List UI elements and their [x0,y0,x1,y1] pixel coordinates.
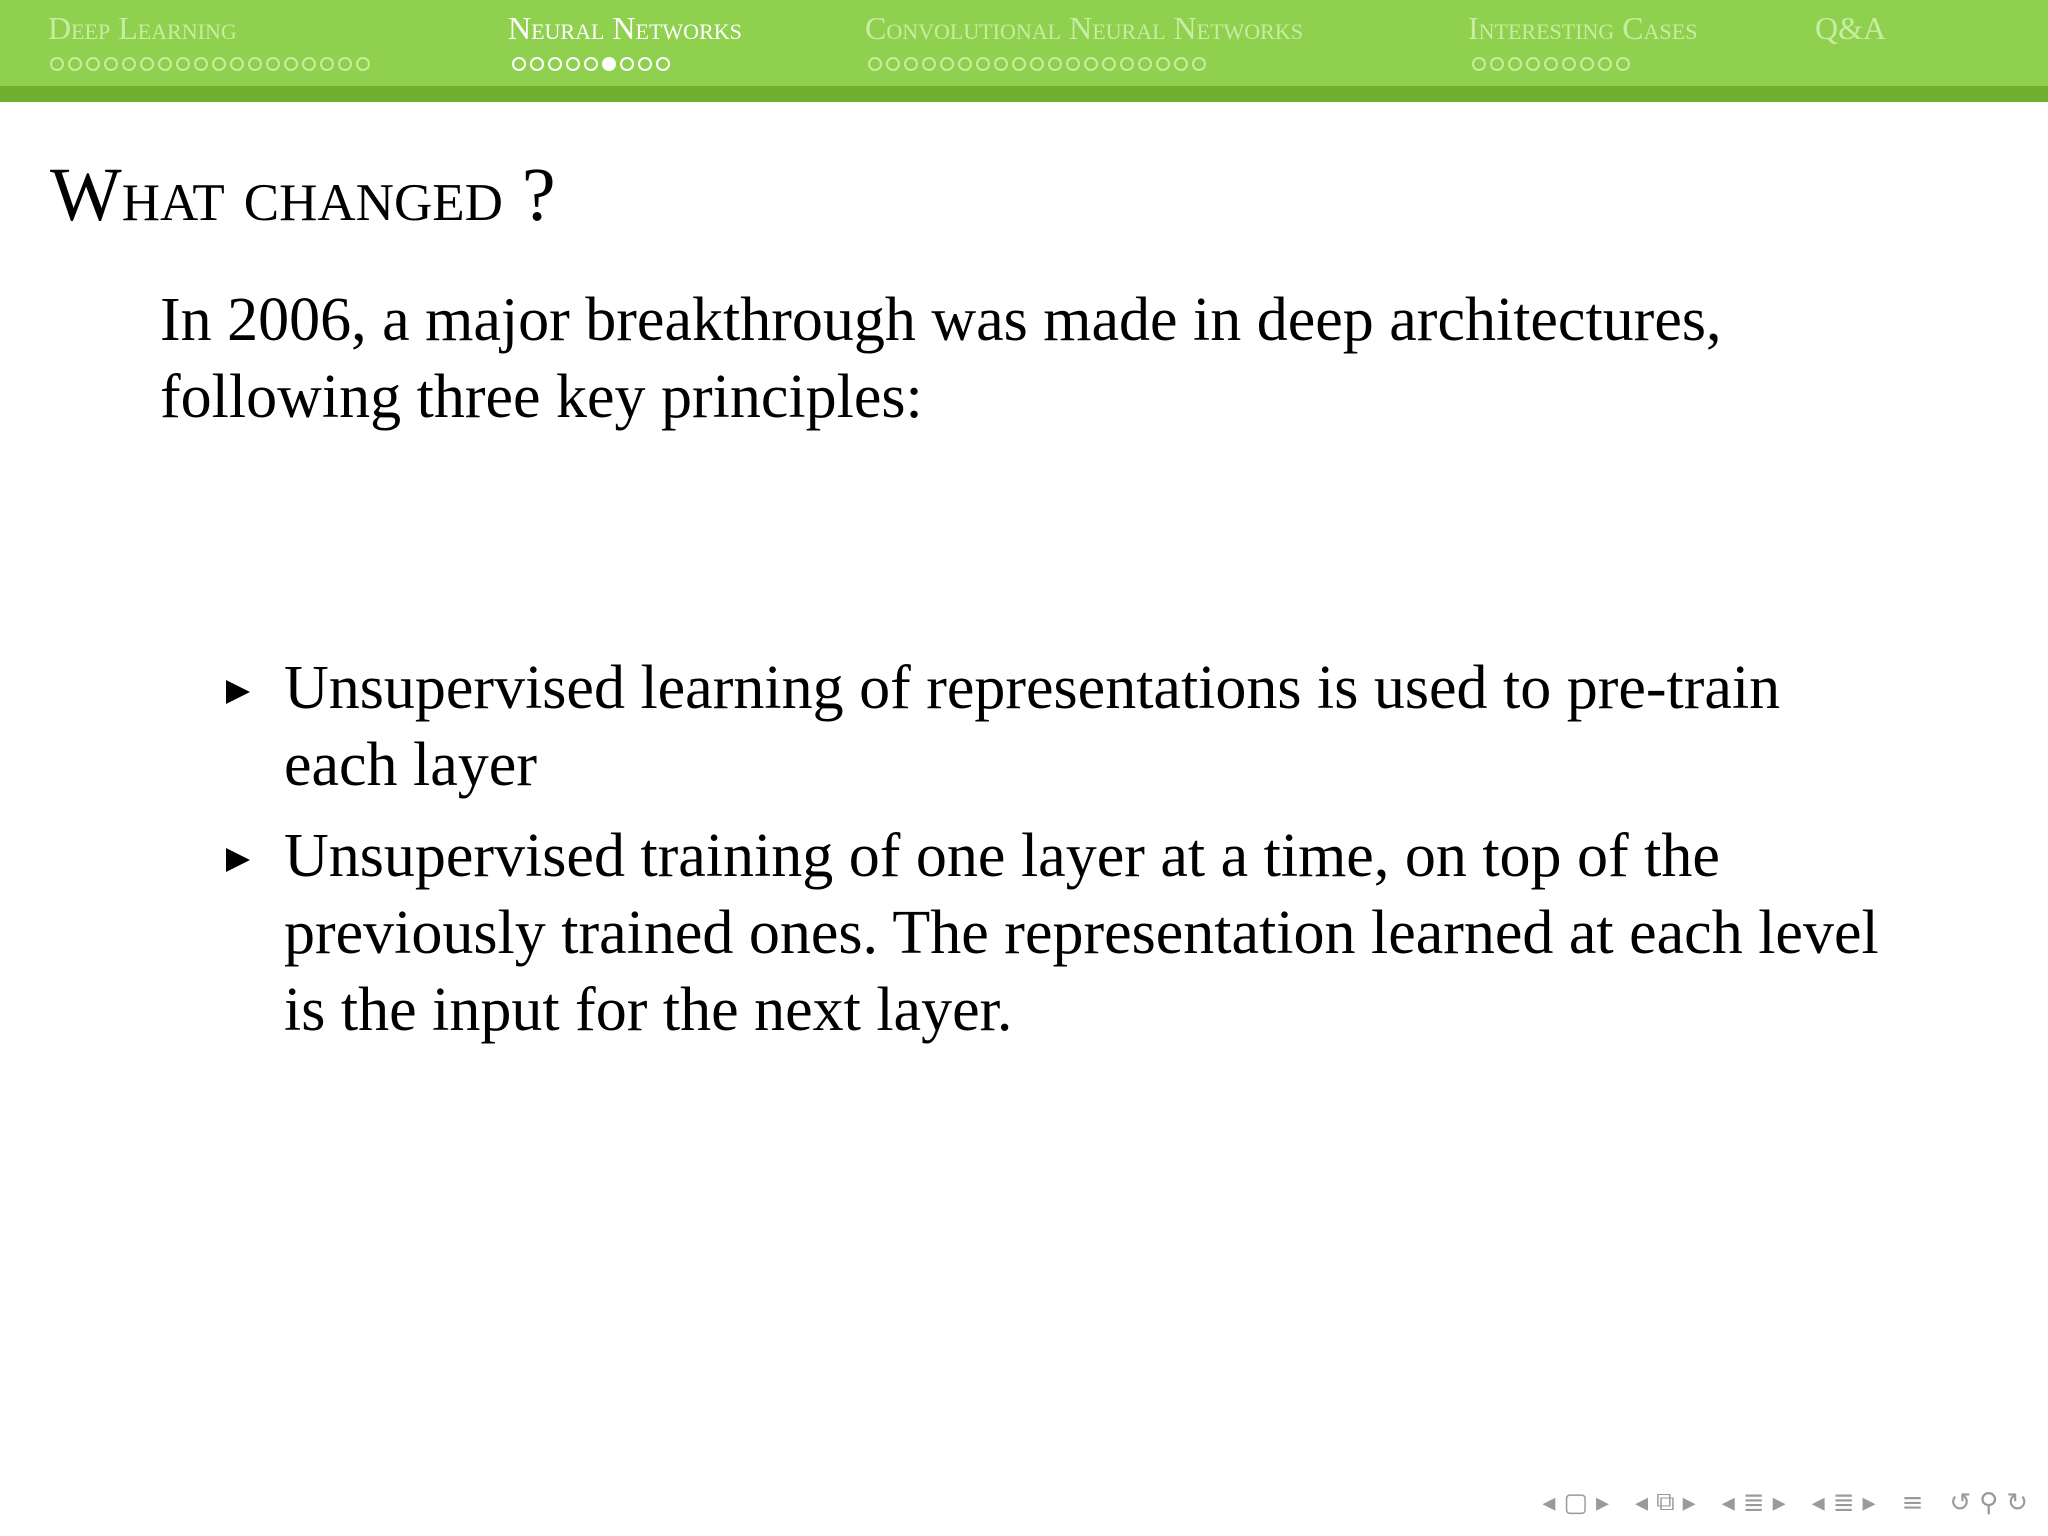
nav-section-neural-networks[interactable]: Neural Networks [508,10,742,46]
bullet-list [220,650,1900,1063]
frame-dot[interactable] [922,57,936,71]
frame-dot[interactable] [958,57,972,71]
frame-dot[interactable] [1472,57,1486,71]
frame-dot[interactable] [1598,57,1612,71]
bullet-item-1 [220,650,1900,804]
frame-dot[interactable] [656,57,670,71]
section-icon[interactable]: ≣ [1742,1487,1765,1518]
frame-dot[interactable] [176,57,190,71]
align-icon[interactable]: ≡ [1901,1487,1924,1518]
frame-dot[interactable] [886,57,900,71]
frame-dot[interactable] [1580,57,1594,71]
frame-dot[interactable] [620,57,634,71]
frame-dot[interactable] [1562,57,1576,71]
current-frame-dot[interactable] [602,57,616,71]
frame-dot[interactable] [530,57,544,71]
frame-dot[interactable] [566,57,580,71]
nav-dots-convolutional-neural-networks [868,54,1206,74]
frame-dot[interactable] [638,57,652,71]
undo-icon[interactable]: ↺ [1949,1487,1972,1518]
frame-dot[interactable] [122,57,136,71]
frame-dot[interactable] [266,57,280,71]
frame-dot[interactable] [1102,57,1116,71]
nav-section-convolutional-neural-networks[interactable]: Convolutional Neural Networks [865,10,1303,46]
frame-dot[interactable] [1526,57,1540,71]
arrow-right-icon[interactable]: ▸ [1595,1487,1610,1518]
frame-dot[interactable] [548,57,562,71]
frame-dot[interactable] [104,57,118,71]
frame-dot[interactable] [1616,57,1630,71]
align-nav-group [1902,1488,1924,1518]
frame-dot[interactable] [356,57,370,71]
frame-dot[interactable] [940,57,954,71]
frame-dot[interactable] [1120,57,1134,71]
frame-dot[interactable] [302,57,316,71]
frame-dot[interactable] [158,57,172,71]
beamer-navigation-symbols [1542,1487,2028,1518]
frame-icon[interactable]: ▢ [1563,1487,1588,1518]
frame-dot[interactable] [1084,57,1098,71]
subsection-nav-group [1635,1487,1696,1518]
bullet-text-1: Unsupervised learning of representations is used to pre-train each layer [284,654,1781,799]
nav-section-deep-learning[interactable]: Deep Learning [48,10,237,46]
triangle-bullet-icon [226,680,250,704]
frame-dot[interactable] [1066,57,1080,71]
nav-dots-deep-learning [50,54,370,74]
header-stripe [0,86,2048,102]
arrow-left-icon[interactable]: ◂ [1811,1487,1825,1518]
triangle-bullet-icon [226,848,250,872]
frame-dot[interactable] [1508,57,1522,71]
frame-dot[interactable] [1048,57,1062,71]
arrow-left-icon[interactable]: ◂ [1542,1487,1556,1518]
frame-dot[interactable] [248,57,262,71]
nav-section-qa[interactable]: Q&A [1815,10,1887,46]
bullet-text-2: Unsupervised training of one layer at a time, on top of the previously trained ones. The representation learned at each level is the input for the next layer. [284,822,1879,1044]
frame-dot[interactable] [1030,57,1044,71]
nav-dots-neural-networks [512,54,670,74]
arrow-left-icon[interactable]: ◂ [1635,1487,1649,1518]
frame-dot[interactable] [68,57,82,71]
document-icon[interactable]: ≣ [1832,1487,1855,1518]
arrow-right-icon[interactable]: ▸ [1772,1487,1786,1518]
nav-section-interesting-cases[interactable]: Interesting Cases [1468,10,1698,46]
frame-dot[interactable] [868,57,882,71]
frame-dot[interactable] [194,57,208,71]
subsection-icon[interactable]: ⧉ [1656,1487,1675,1517]
arrow-left-icon[interactable]: ◂ [1721,1487,1735,1518]
search-nav-group [1949,1488,2028,1518]
document-nav-group [1812,1488,1876,1518]
frame-dot[interactable] [50,57,64,71]
frame-dot[interactable] [140,57,154,71]
frame-nav-group [1542,1488,1609,1518]
intro-paragraph: In 2006, a major breakthrough was made in deep architectures, following three key principles: [160,286,1722,431]
navigation-header [0,0,2048,86]
frame-dot[interactable] [86,57,100,71]
frame-dot[interactable] [212,57,226,71]
bullet-item-2 [220,818,1900,1049]
frame-dot[interactable] [320,57,334,71]
frame-dot[interactable] [994,57,1008,71]
section-nav-group [1722,1488,1786,1518]
frame-dot[interactable] [512,57,526,71]
nav-dots-interesting-cases [1472,54,1630,74]
redo-icon[interactable]: ↻ [2006,1487,2028,1518]
slide-title: What changed ? [50,153,556,237]
frame-dot[interactable] [1544,57,1558,71]
frame-dot[interactable] [1192,57,1206,71]
frame-dot[interactable] [976,57,990,71]
frame-dot[interactable] [338,57,352,71]
arrow-right-icon[interactable]: ▸ [1862,1487,1876,1518]
frame-dot[interactable] [284,57,298,71]
search-icon[interactable]: ⚲ [1979,1487,1999,1518]
frame-dot[interactable] [584,57,598,71]
arrow-right-icon[interactable]: ▸ [1682,1487,1696,1518]
frame-dot[interactable] [1012,57,1026,71]
frame-dot[interactable] [904,57,918,71]
frame-dot[interactable] [1156,57,1170,71]
frame-dot[interactable] [230,57,244,71]
frame-dot[interactable] [1174,57,1188,71]
frame-dot[interactable] [1138,57,1152,71]
frame-dot[interactable] [1490,57,1504,71]
